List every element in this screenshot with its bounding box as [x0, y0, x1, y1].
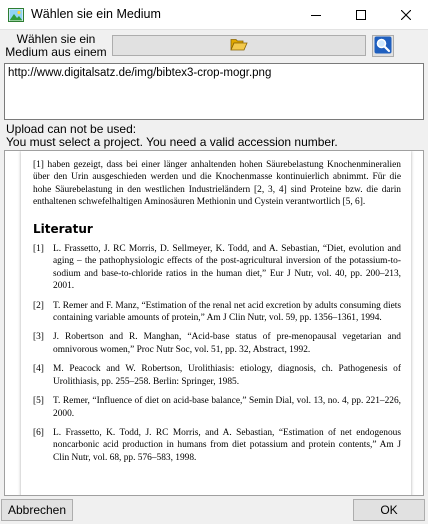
title-bar	[0, 0, 428, 30]
browse-button[interactable]	[112, 35, 366, 56]
reference-item	[33, 363, 401, 388]
reference-number: [4]	[33, 364, 44, 375]
cancel-button[interactable]: Abbrechen	[1, 499, 73, 521]
preview-paragraph: [1] haben gezeigt, dass bei einer länger anhaltenden hohen Säurebelastung Knochenmineralien über den Urin ausgeschieden werden und die Knochenmasse kontinuierlich abnimmt. Für die hohe Säurebelastung in den westlichen Industrieländern [2, 3, 4] sind Proteine bzw. die darin enthaltenen schwefelhaltigen Aminosäuren Methionin und Cystein verantwortlich [5, 6].	[33, 160, 401, 208]
image-preview	[4, 150, 424, 496]
reference-number: [3]	[33, 332, 44, 343]
url-field[interactable]: http://www.digitalsatz.de/img/bibtex3-crop-mogr.png	[4, 63, 424, 120]
reference-text: M. Peacock and W. Robertson, Urolithiasis: etiology, diagnosis, ch. Pathogenesis of Urolithiasis, pp. 255–258. Berlin: Springer, 1985.	[53, 364, 401, 387]
reference-item	[33, 331, 401, 356]
document-preview-page	[21, 151, 411, 496]
reference-item	[33, 243, 401, 293]
preview-heading: Literatur	[33, 221, 93, 236]
maximize-icon	[356, 10, 366, 20]
reference-number: [6]	[33, 427, 44, 438]
reference-text: J. Robertson and R. Manghan, “Acid-base status of pre-menopausal vegetarian and omnivorous women,” Proc Nutr Soc, vol. 51, pp. 32, Abstract, 1992.	[53, 332, 401, 355]
maximize-button[interactable]	[338, 0, 383, 30]
search-button[interactable]	[372, 35, 394, 57]
upload-message-line1: Upload can not be used:	[6, 122, 137, 136]
reference-text: T. Remer, “Influence of diet on acid-base balance,” Semin Dial, vol. 13, no. 4, pp. 221–226, 2000.	[53, 396, 401, 419]
reference-text: T. Remer and F. Manz, “Estimation of the renal net acid excretion by adults consuming diets containing variable amounts of protein,” Am J Clin Nutr, vol. 59, pp. 1356–1361, 1994.	[53, 300, 401, 324]
ok-button[interactable]: OK	[353, 499, 425, 521]
reference-number: [5]	[33, 396, 44, 407]
reference-number: [2]	[33, 300, 44, 311]
folder-open-icon	[230, 37, 248, 55]
upload-message-line2: You must select a project. You need a valid accession number.	[6, 135, 338, 149]
window-title: Wählen sie ein Medium	[31, 7, 161, 21]
close-icon	[401, 10, 411, 20]
choose-medium-label: Wählen sie ein Medium aus einem	[5, 32, 107, 59]
minimize-button[interactable]	[293, 0, 338, 30]
reference-item	[33, 427, 401, 464]
reference-text: L. Frassetto, J. RC Morris, D. Sellmeyer, K. Todd, and A. Sebastian, “Diet, evolution and aging – the pathophysiologic effects of the post-agricultural inversion of the potassium-to-sodium and base-to-chloride ratios in the human diet,” Eur J Nutr, vol. 40, pp. 200–213, 2001.	[53, 244, 401, 292]
reference-text: L. Frassetto, K. Todd, J. RC Morris, and A. Sebastian, “Estimation of net endogenous noncarbonic acid production in humans from diet potassium and protein contents,” Am J Clin Nutr, vol. 68, pp. 576–583, 1998.	[53, 427, 401, 463]
reference-item	[33, 395, 401, 420]
close-button[interactable]	[383, 0, 428, 30]
reference-number: [1]	[33, 244, 44, 255]
magnifier-icon	[374, 36, 392, 57]
reference-list	[33, 243, 401, 464]
reference-item	[33, 300, 401, 325]
upload-message	[6, 123, 338, 149]
minimize-icon	[311, 10, 321, 20]
image-icon	[8, 7, 24, 23]
